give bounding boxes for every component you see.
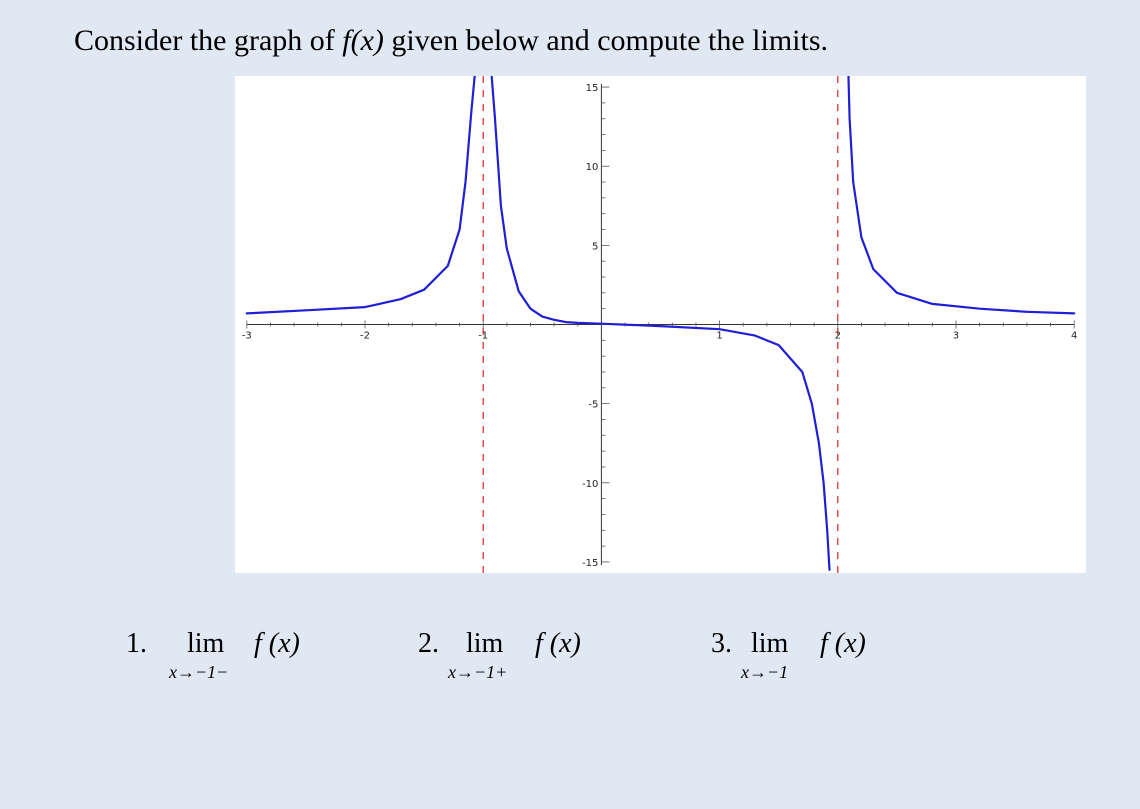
x-tick-label: 1 [716,330,723,342]
function-graph [235,76,1086,573]
limit-approach: x→−1+ [448,662,508,682]
x-tick-label: -3 [241,330,252,342]
function-expression: f (x) [254,628,300,659]
limit-operator: lim [751,628,789,659]
question-number: 1. [126,628,147,659]
x-tick-label: 2 [834,330,841,342]
limit-approach: x→−1− [169,662,229,682]
question-number: 2. [418,628,439,659]
problem-statement [74,24,828,58]
x-tick-label: -2 [360,330,371,342]
x-tick-label: 3 [952,330,960,342]
question-number: 3. [711,628,732,659]
limit-operator: lim [466,628,504,659]
function-expression: f (x) [820,628,866,659]
function-curve-branch [247,76,475,313]
function-curve-branch [492,76,830,570]
prompt-function: f(x) [342,24,384,57]
prompt-after: given below and compute the limits. [391,24,829,57]
x-tick-label: -1 [478,330,489,342]
y-tick-label: -10 [582,478,599,490]
prompt-before: Consider the graph of [74,24,335,57]
y-tick-label: 5 [592,241,599,253]
limit-approach: x→−1 [741,662,789,682]
function-expression: f (x) [535,628,581,659]
graph-svg [235,76,1086,573]
y-tick-label: -5 [588,399,599,411]
y-tick-label: 10 [585,162,599,174]
function-curve-branch [848,76,1074,313]
limit-operator: lim [187,628,225,659]
y-tick-label: 15 [585,83,599,95]
y-tick-label: -15 [582,557,599,569]
x-tick-label: 4 [1070,330,1078,342]
